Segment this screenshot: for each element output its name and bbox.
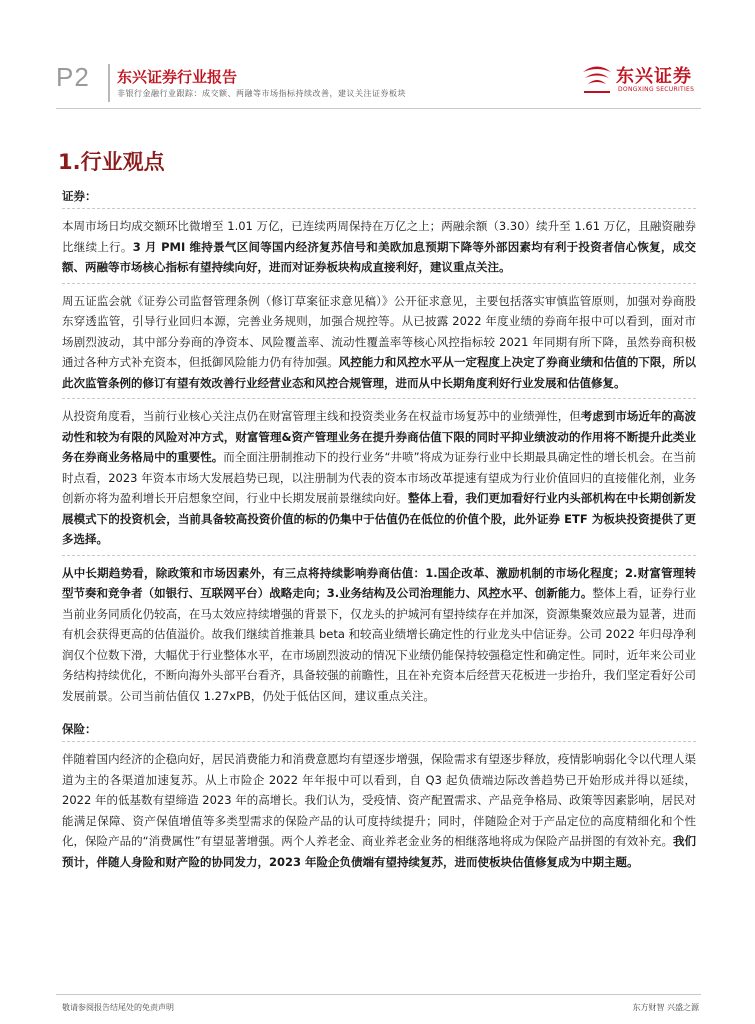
divider <box>62 741 696 742</box>
insurance-heading: 保险： <box>62 722 97 736</box>
page-header <box>0 0 755 112</box>
bold-span: 我们预计，伴随人身险和财产险的协同发力，2023 年险企负债端有望持续复苏，进而使板块估值修复成为中期主题。 <box>62 834 696 869</box>
logo-mark-icon <box>580 60 614 100</box>
securities-paragraph-3 <box>62 406 696 550</box>
text-span: 而全面注册制推动下的投行业务“井喷”将成为证券行业中长期最具确定性的增长机会。 <box>223 450 662 464</box>
text-span: 从投资角度看，当前行业核心关注点仍在财富管理主线和投资类业务在权益市场复苏中的业绩弹性，但 <box>62 409 581 423</box>
divider <box>62 398 696 399</box>
text-span: 本周市场日均成交额环比微增至 1.01 万亿，已连续两周保持在万亿之上；两融余额（3.30）续升至 1.61 万亿，且融资融券比继续上行。 <box>62 219 696 254</box>
report-body <box>62 186 696 877</box>
bold-span: 从中长期趋势看，除政策和市场因素外，有三点将持续影响券商估值：1.国企改革、激励机制的市场化程度；2.财富管理转型节奏和竞争者（如银行、互联网平台）战略走向；3.业务结构及公司治理能力、风控水平、创新能力。 <box>62 565 696 600</box>
section-title: 1.行业观点 <box>58 150 165 174</box>
report-subtitle: 非银行金融行业跟踪：成交额、两融等市场指标持续改善，建议关注证券板块 <box>117 89 406 98</box>
dongxing-logo <box>580 58 700 104</box>
divider <box>62 283 696 284</box>
divider <box>62 208 696 209</box>
bold-span: 风控能力和风控水平从一定程度上决定了券商业绩和估值的下限，所以此次监管条例的修订有望有效改善行业经营业态和风控合规管理，进而从中长期角度利好行业发展和估值修复。 <box>62 355 697 390</box>
header-divider <box>108 64 110 102</box>
divider <box>62 555 696 556</box>
footer-slogan: 东方财智 兴盛之源 <box>632 1003 699 1012</box>
logo-chinese-name: 东兴证券 <box>616 66 692 87</box>
report-title: 东兴证券行业报告 <box>117 68 238 86</box>
logo-english-name: DONGXING SECURITIES <box>618 86 695 93</box>
insurance-paragraph-1 <box>62 749 696 872</box>
securities-paragraph-4 <box>62 563 696 707</box>
securities-paragraph-1 <box>62 216 696 278</box>
text-span: 整体上看，证券行业当前业务同质化仍较高，在马太效应持续增强的背景下，仅龙头的护城河有望持续存在并加深，资源集聚效应最为显著，进而有机会获得更高的估值溢价。故我们继续首推兼具 beta 和较高业绩增长确定性的行业龙头中信证券。公司 2022 年归母净利润仅个位数下滑，大幅优于行业整体水平，在市场剧烈波动的情况下业绩仍能保持较强稳定性和确定性。同时，近年来公司业务结构持续优化，不断向海外头部平台看齐，具备较强的前瞻性，且在补充资本后经营天花板进一步抬升，我们坚定看好公司发展前景。公司当前估值仅 1.27xPB，仍处于低估区间，建议重点关注。 <box>62 586 697 703</box>
page-number: P2 <box>56 62 90 92</box>
text-span: 伴随着国内经济的企稳向好，居民消费能力和消费意愿均有望逐步增强，保险需求有望逐步释放，疫情影响弱化令以代理人渠道为主的各渠道加速复苏。从上市险企 2022 年年报中可以看到，自 Q3 起负债端边际改善趋势已开始形成并得以延续，2022 年的低基数有望缔造 2023 年的高增长。我们认为，受疫情、资产配置需求、产品竞争格局、政策等因素影响，居民对能满足保障、资产保值增值等多类型需求的保险产品的认可度持续提升；同时，伴随险企对于产品定位的高度精细化和个性化，保险产品的“消费属性”有望显著增强。两个人养老金、商业养老金业务的相继落地将成为保险产品拼图的有效补充。 <box>62 752 696 848</box>
securities-paragraph-2 <box>62 291 696 394</box>
securities-heading: 证券： <box>62 189 97 203</box>
page-footer <box>0 992 755 1024</box>
text-span: 在当前时点看，2023 年资本市场大发展趋势已现，以注册制为代表的资本市场改革提速有望成为行业价值回归的直接催化剂，业务创新亦将为盈利增长开启想象空间，行业中长期发展前景继续向好。 <box>62 450 697 505</box>
bold-span: 整体上看，我们更加看好行业内头部机构在中长期创新发展模式下的投资机会，当前具备较高投资价值的标的仍集中于估值仍在低位的价值个股，此外证券 ETF 为板块投资提供了更多选择。 <box>62 491 697 546</box>
footer-rule <box>56 994 701 995</box>
bold-span: 3 月 PMI 维持景气区间等国内经济复苏信号和美欧加息预期下降等外部因素均有利于投资者信心恢复，成交额、两融等市场核心指标有望持续向好，进而对证券板块构成直接利好，建议重点关注。 <box>62 239 696 274</box>
bold-span: 考虑到市场近年的高波动性和较为有限的风险对冲方式，财富管理&资产管理业务在提升券商估值下限的同时平抑业绩波动的作用将不断提升此类业务在券商业务格局中的重要性。 <box>62 409 696 464</box>
disclaimer-note: 敬请参阅报告结尾处的免责声明 <box>62 1003 174 1012</box>
text-span: 周五证监会就《证券公司监督管理条例（修订草案征求意见稿）》公开征求意见，主要包括落实审慎监管原则，加强对券商股东穿透监管，引导行业回归本源，完善业务规则，加强合规控等。从已披露 2022 年度业绩的券商年报中可以看到，面对市场剧烈波动，其中部分券商的净资本、风险覆盖率、流动性覆盖率等核心风控指标较 2021 年同期有所下降，虽然券商积极通过各种方式补充资本，但抵御风险能力仍有待加强。 <box>62 293 696 369</box>
header-rule <box>56 108 701 109</box>
